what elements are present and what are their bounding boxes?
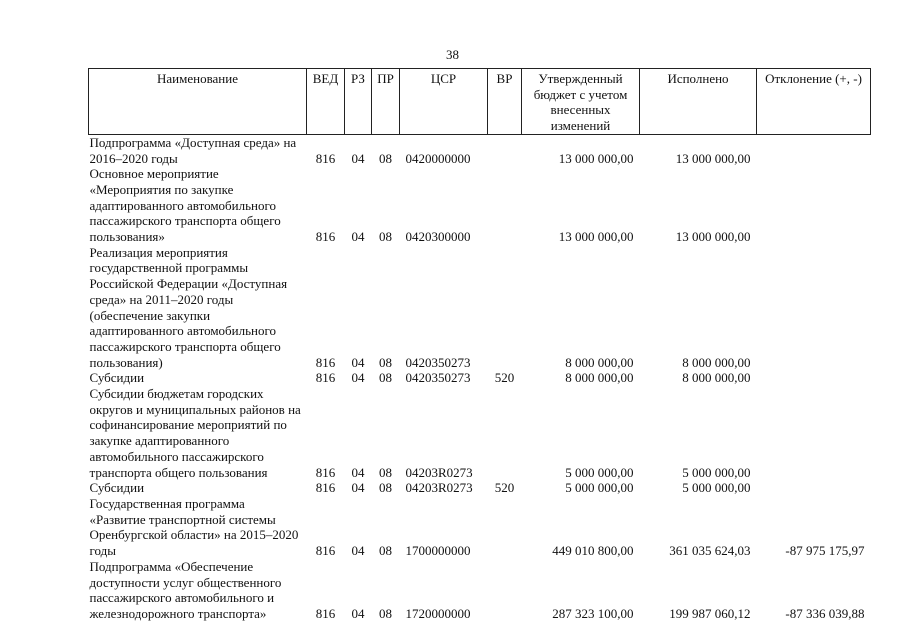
row-approved: 8 000 000,00 xyxy=(565,370,634,386)
row-approved: 287 323 100,00 xyxy=(552,605,634,621)
table-header-row xyxy=(89,69,871,135)
row-pr: 08 xyxy=(379,480,392,496)
table-row xyxy=(89,496,871,559)
budget-table xyxy=(88,68,871,622)
row-ved: 816 xyxy=(315,370,336,386)
row-csr: 1720000000 xyxy=(405,605,471,621)
row-executed: 5 000 000,00 xyxy=(682,480,751,496)
header-name: Наименование xyxy=(89,69,307,135)
row-pr: 08 xyxy=(379,354,392,370)
header-ved: ВЕД xyxy=(307,69,345,135)
row-executed: 8 000 000,00 xyxy=(682,370,751,386)
row-rz: 04 xyxy=(351,464,365,480)
table-row xyxy=(89,480,871,496)
row-rz: 04 xyxy=(351,370,365,386)
row-name: Основное мероприятие «Мероприятия по закупке адаптированного автомобильного пассажирского транспорта общего пользования» xyxy=(89,166,281,245)
table-row xyxy=(89,245,871,371)
row-csr: 04203R0273 xyxy=(405,480,473,496)
table-row xyxy=(89,370,871,386)
row-deviation xyxy=(757,245,871,371)
row-rz: 04 xyxy=(351,480,365,496)
row-executed: 13 000 000,00 xyxy=(675,150,751,166)
row-executed: 5 000 000,00 xyxy=(682,464,751,480)
row-vr xyxy=(488,245,522,371)
row-ved: 816 xyxy=(315,605,336,621)
row-executed: 13 000 000,00 xyxy=(675,229,751,245)
row-name: Субсидии бюджетам городских округов и муниципальных районов на софинансирование мероприятий по закупке адаптированного автомобильного пассажирского транспорта общего пользования xyxy=(89,386,301,480)
header-approved: Утвержденный бюджет с учетом внесенных изменений xyxy=(522,69,640,135)
row-pr: 08 xyxy=(379,605,392,621)
row-approved: 13 000 000,00 xyxy=(558,229,634,245)
row-vr: 520 xyxy=(494,480,515,496)
row-executed: 199 987 060,12 xyxy=(669,605,751,621)
row-csr: 0420300000 xyxy=(405,229,471,245)
row-vr xyxy=(488,134,522,166)
row-ved: 816 xyxy=(315,229,336,245)
row-deviation xyxy=(757,166,871,245)
row-name: Государственная программа «Развитие транспортной системы Оренбургской области» на 2015–2020 годы xyxy=(89,495,299,559)
row-csr: 04203R0273 xyxy=(405,464,473,480)
row-approved: 5 000 000,00 xyxy=(565,480,634,496)
row-pr: 08 xyxy=(379,229,392,245)
row-deviation xyxy=(757,134,871,166)
row-ved: 816 xyxy=(315,354,336,370)
table-row xyxy=(89,386,871,480)
header-rz: РЗ xyxy=(345,69,372,135)
header-pr: ПР xyxy=(372,69,400,135)
row-rz: 04 xyxy=(351,150,365,166)
row-vr xyxy=(488,166,522,245)
row-name: Реализация мероприятия государственной программы Российской Федерации «Доступная среда» на 2011–2020 годы (обеспечение закупки адаптированного автомобильного пассажирского транспорта общего пользования) xyxy=(89,244,288,370)
row-approved: 449 010 800,00 xyxy=(552,543,634,559)
row-pr: 08 xyxy=(379,464,392,480)
row-csr: 1700000000 xyxy=(405,543,471,559)
row-vr xyxy=(488,559,522,622)
row-name: Подпрограмма «Обеспечение доступности услуг общественного пассажирского автомобильного и железнодорожного транспорта» xyxy=(89,558,282,621)
row-vr xyxy=(488,496,522,559)
row-deviation: -87 975 175,97 xyxy=(785,543,865,559)
row-deviation xyxy=(757,386,871,480)
page-number: 38 xyxy=(446,47,459,62)
table-row xyxy=(89,134,871,166)
row-rz: 04 xyxy=(351,229,365,245)
row-ved: 816 xyxy=(315,480,336,496)
row-approved: 8 000 000,00 xyxy=(565,354,634,370)
header-executed: Исполнено xyxy=(640,69,757,135)
row-csr: 0420350273 xyxy=(405,370,471,386)
row-vr: 520 xyxy=(494,370,515,386)
header-vr: ВР xyxy=(488,69,522,135)
row-name: Подпрограмма «Доступная среда» на 2016–2020 годы xyxy=(89,134,297,166)
row-rz: 04 xyxy=(351,354,365,370)
row-name: Субсидии xyxy=(89,370,145,386)
row-name: Субсидии xyxy=(89,480,145,496)
header-deviation: Отклонение (+, -) xyxy=(757,69,871,135)
table-row xyxy=(89,166,871,245)
row-approved: 5 000 000,00 xyxy=(565,464,634,480)
row-deviation xyxy=(757,480,871,496)
row-vr xyxy=(488,386,522,480)
row-csr: 0420000000 xyxy=(405,150,471,166)
row-pr: 08 xyxy=(379,370,392,386)
row-csr: 0420350273 xyxy=(405,354,471,370)
row-executed: 8 000 000,00 xyxy=(682,354,751,370)
row-ved: 816 xyxy=(315,543,336,559)
row-pr: 08 xyxy=(379,543,392,559)
row-deviation: -87 336 039,88 xyxy=(785,605,865,621)
row-approved: 13 000 000,00 xyxy=(558,150,634,166)
table-row xyxy=(89,559,871,622)
row-ved: 816 xyxy=(315,150,336,166)
row-ved: 816 xyxy=(315,464,336,480)
header-csr: ЦСР xyxy=(400,69,488,135)
row-executed: 361 035 624,03 xyxy=(669,543,751,559)
row-rz: 04 xyxy=(351,543,365,559)
row-rz: 04 xyxy=(351,605,365,621)
row-deviation xyxy=(757,370,871,386)
row-pr: 08 xyxy=(379,150,392,166)
